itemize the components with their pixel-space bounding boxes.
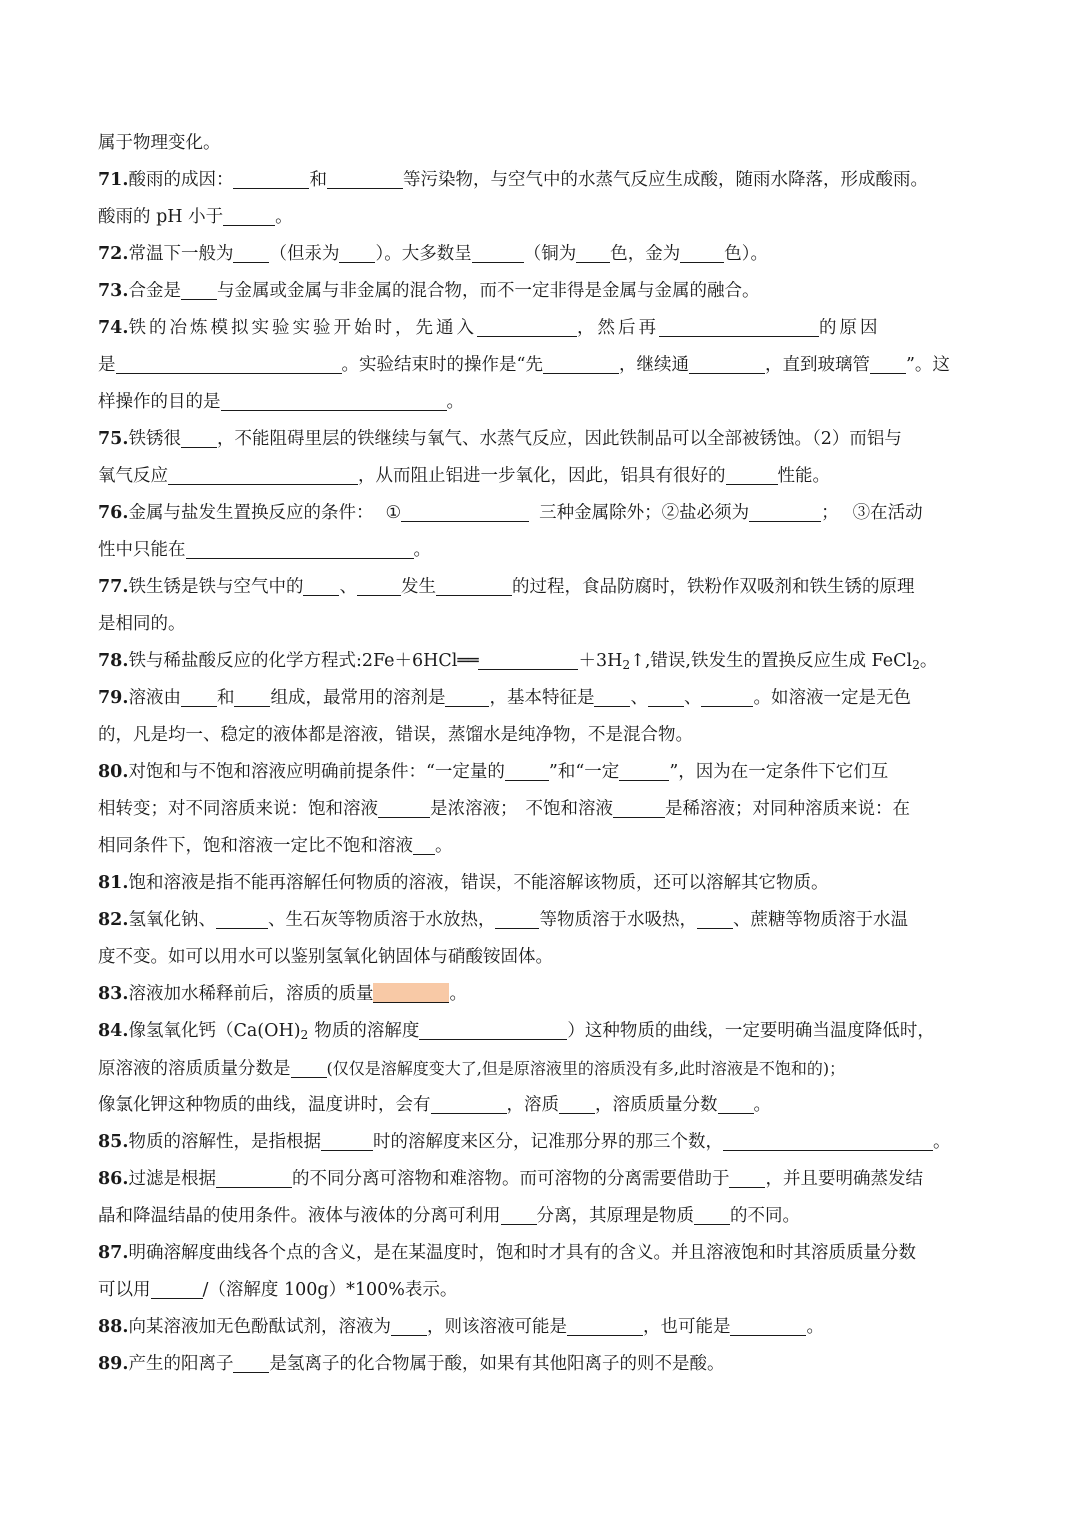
question-number: 83.	[98, 984, 129, 1004]
text: ，并且要明确蒸发结	[765, 1169, 923, 1189]
question-82	[98, 902, 982, 939]
question-number: 80.	[98, 762, 129, 782]
text: 物质的溶解性，是指根据	[128, 1132, 321, 1152]
blank	[151, 1279, 203, 1298]
blank	[613, 798, 665, 817]
text: ③在活动	[852, 503, 923, 523]
question-number: 73.	[98, 281, 129, 301]
highlighted-blank	[373, 983, 449, 1002]
blank	[472, 243, 524, 262]
blank	[419, 1020, 567, 1039]
text: 是	[98, 355, 116, 375]
text: 铁生锈是铁与空气中的	[128, 577, 304, 597]
text: 。	[753, 1095, 771, 1115]
blank	[619, 761, 669, 780]
text: 的原因	[818, 318, 881, 338]
text: 过滤是根据	[128, 1169, 216, 1189]
text: 明确溶解度曲线各个点的含义，是在某温度时，饱和时才具有的含义。并且溶液饱和时其溶质质量分数	[128, 1243, 916, 1263]
text: 度不变。如可以用水可以鉴别氢氧化钠固体与硝酸铵固体。	[98, 947, 553, 967]
blank	[723, 1131, 933, 1150]
text: ，则该溶液可能是	[426, 1317, 567, 1337]
blank	[181, 687, 217, 706]
text: ，基本特征是	[489, 688, 595, 708]
text: 。	[806, 1317, 824, 1337]
question-number: 89.	[98, 1354, 129, 1374]
text: 可以用	[98, 1280, 151, 1300]
text: 等污染物，与空气中的水蒸气反应生成酸，随雨水降落，形成酸雨。	[402, 170, 928, 190]
text: 晶和降温结晶的使用条件。液体与液体的分离可利用	[98, 1206, 501, 1226]
question-number: 87.	[98, 1243, 129, 1263]
question-76-cont	[98, 532, 982, 569]
question-89	[98, 1346, 982, 1383]
question-74	[98, 310, 982, 347]
text: 。	[435, 836, 453, 856]
text: 产生的阳离子	[128, 1354, 234, 1374]
question-number: 82.	[98, 910, 129, 930]
text: 色）。	[724, 244, 768, 264]
text: 向某溶液加无色酚酞试剂，溶液为	[128, 1317, 391, 1337]
text: ，也可能是	[642, 1317, 731, 1337]
question-number: 85.	[98, 1132, 129, 1152]
text: 合金是	[128, 281, 181, 301]
question-80	[98, 754, 982, 791]
text: 、蔗糖等物质溶于水温	[732, 910, 908, 930]
text: ，溶质质量分数	[595, 1095, 718, 1115]
question-number: 75.	[98, 429, 129, 449]
text: （铜为	[523, 244, 577, 264]
blank	[413, 835, 435, 854]
text: 溶液加水稀释前后，溶质的质量	[128, 984, 374, 1004]
text: 样操作的目的是	[98, 392, 221, 412]
blank	[680, 243, 724, 262]
question-77	[98, 569, 982, 606]
question-84-cont	[98, 1050, 982, 1087]
text: ＋3H	[578, 651, 623, 671]
text: 像氢氧化钙（Ca(OH)	[128, 1021, 301, 1041]
text: 相转变；对不同溶质来说：饱和溶液	[98, 799, 378, 819]
blank	[567, 1316, 643, 1335]
question-72	[98, 236, 982, 273]
subscript: 2	[912, 658, 920, 673]
question-79-cont	[98, 717, 982, 754]
blank	[216, 909, 268, 928]
text: 、生石灰等物质溶于水放热，	[267, 910, 496, 930]
blank	[378, 798, 430, 817]
text: ②盐必须为	[661, 503, 750, 523]
blank	[339, 243, 375, 262]
blank	[689, 354, 765, 373]
question-78	[98, 643, 982, 680]
blank	[697, 909, 733, 928]
text: 和	[309, 170, 327, 190]
text: 对饱和与不饱和溶液应明确前提条件：“一定量的	[128, 762, 505, 782]
blank	[594, 687, 630, 706]
text: 是稀溶液；对同种溶质来说：在	[665, 799, 910, 819]
text: 、	[630, 688, 648, 708]
blank	[181, 280, 217, 299]
blank	[116, 354, 342, 373]
text: ，直到玻璃管	[764, 355, 870, 375]
text: 。	[275, 207, 293, 227]
text: 像氯化钾这种物质的曲线，温度讲时，会有	[98, 1095, 431, 1115]
blank	[445, 687, 489, 706]
blank	[357, 576, 401, 595]
text: （但汞为	[269, 244, 340, 264]
text: 相同条件下，饱和溶液一定比不饱和溶液	[98, 836, 413, 856]
blank	[291, 1058, 327, 1077]
text: 铁的冶炼模拟实验实验开始时，先通入	[128, 318, 477, 338]
question-number: 72.	[98, 244, 129, 264]
question-73	[98, 273, 982, 310]
text: 、	[683, 688, 702, 708]
question-86	[98, 1161, 982, 1198]
question-87	[98, 1235, 982, 1272]
text: 。	[932, 1132, 951, 1152]
blank	[501, 1205, 537, 1224]
line-text: 属于物理变化。	[98, 133, 221, 153]
blank	[729, 1168, 765, 1187]
question-number: 88.	[98, 1317, 129, 1337]
blank	[321, 1131, 373, 1150]
blank	[327, 169, 403, 188]
question-84	[98, 1013, 982, 1050]
question-number: 84.	[98, 1021, 129, 1041]
text: 。如溶液一定是无色	[753, 688, 911, 708]
blank	[391, 1316, 427, 1335]
text: 与金属或金属与非金属的混合物，而不一定非得是金属与金属的融合。	[216, 281, 760, 301]
text: ”和“一定	[548, 762, 620, 782]
blank	[495, 909, 539, 928]
text: 的不同分离可溶物和难溶物。而可溶物的分离需要借助于	[291, 1169, 730, 1189]
blank	[233, 169, 309, 188]
text: 发生	[400, 577, 436, 597]
text: 饱和溶液是指不能再溶解任何物质的溶液，错误，不能溶解该物质，还可以溶解其它物质。	[128, 873, 829, 893]
text: 分离，其原理是物质	[536, 1206, 694, 1226]
text: ）这种物质的曲线，一定要明确当温度降低时，	[567, 1021, 935, 1041]
text: 铁锈很	[128, 429, 181, 449]
text: 常温下一般为	[128, 244, 234, 264]
text: 是浓溶液；	[430, 799, 518, 819]
blank	[701, 687, 753, 706]
question-number: 71.	[98, 170, 129, 190]
text: 。	[413, 540, 431, 560]
text: 。	[919, 651, 938, 671]
text: 是氢离子的化合物属于酸，如果有其他阳离子的则不是酸。	[269, 1354, 725, 1374]
text: 、	[339, 577, 357, 597]
text: ）。大多数呈	[375, 244, 472, 264]
text: ①	[385, 503, 402, 523]
blank	[223, 206, 275, 225]
text: 三种金属除外；	[539, 503, 662, 523]
blank	[216, 1168, 292, 1187]
blank	[648, 687, 684, 706]
blank	[168, 465, 358, 484]
blank	[659, 317, 819, 336]
text: 。实验结束时的操作是“先	[341, 355, 543, 375]
text: 酸雨的 pH 小于	[98, 207, 224, 227]
text: ，溶质	[506, 1095, 559, 1115]
question-81	[98, 865, 982, 902]
text: 原溶液的溶质质量分数是	[98, 1059, 291, 1079]
question-83	[98, 976, 982, 1013]
blank	[576, 243, 610, 262]
blank	[221, 391, 447, 410]
text: ”。这	[905, 355, 950, 375]
text: ，从而阻止铝进一步氧化，因此，铝具有很好的	[358, 466, 726, 486]
question-74-cont	[98, 347, 982, 384]
question-88	[98, 1309, 982, 1346]
text: 氧气反应	[98, 466, 168, 486]
question-76	[98, 495, 982, 532]
question-85	[98, 1124, 982, 1161]
text: 的过程，食品防腐时，铁粉作双吸剂和铁生锈的原理	[511, 577, 915, 597]
text: 是相同的。	[98, 614, 186, 634]
blank	[233, 243, 269, 262]
text: 溶液由	[128, 688, 181, 708]
text: ↑,错误,铁发生的置换反应生成 FeCl	[630, 651, 913, 671]
text: ，不能阻碍里层的铁继续与氧气、水蒸气反应，因此铁制品可以全部被锈蚀。（2）而铝与	[216, 429, 902, 449]
blank	[233, 1353, 269, 1372]
blank	[870, 354, 906, 373]
text: 。	[446, 392, 464, 412]
blank	[505, 761, 549, 780]
question-74-cont2	[98, 384, 982, 421]
subscript: 2	[300, 1028, 309, 1043]
text: 酸雨的成因：	[128, 170, 234, 190]
text-line	[98, 125, 982, 162]
question-number: 78.	[98, 651, 129, 671]
text: 。	[449, 984, 467, 1004]
text: 氢氧化钠、	[128, 910, 216, 930]
text: (仅仅是溶解度变大了,但是原溶液里的溶质没有多,此时溶液是不饱和的)；	[326, 1059, 846, 1078]
text: ，继续通	[618, 355, 689, 375]
question-75	[98, 421, 982, 458]
text: 物质的溶解度	[314, 1021, 420, 1041]
blank	[749, 502, 821, 521]
text: 性中只能在	[98, 540, 186, 560]
question-number: 74.	[98, 318, 129, 338]
question-number: 81.	[98, 873, 129, 893]
blank	[694, 1205, 730, 1224]
blank	[181, 428, 217, 447]
text: 和	[216, 688, 235, 708]
question-87-cont	[98, 1272, 982, 1309]
question-number: 86.	[98, 1169, 129, 1189]
question-77-cont	[98, 606, 982, 643]
text: 金属与盐发生置换反应的条件：	[128, 503, 374, 523]
text: 组成，最常用的溶剂是	[270, 688, 446, 708]
text: 等物质溶于水吸热，	[539, 910, 697, 930]
text: ，然后再	[576, 318, 659, 338]
question-number: 79.	[98, 688, 129, 708]
question-71-cont	[98, 199, 982, 236]
text: 的不同。	[730, 1206, 800, 1226]
blank	[186, 539, 414, 558]
question-80-cont	[98, 791, 982, 828]
text: 的，凡是均一、稳定的液体都是溶液，错误，蒸馏水是纯净物，不是混合物。	[98, 725, 693, 745]
question-80-cont2	[98, 828, 982, 865]
blank	[718, 1094, 754, 1113]
question-86-cont	[98, 1198, 982, 1235]
text: ”，因为在一定条件下它们互	[669, 762, 889, 782]
subscript: 2	[622, 658, 631, 673]
text: ；	[821, 503, 839, 523]
text: 时的溶解度来区分，记准那分界的那三个数，	[372, 1132, 723, 1152]
text: 不饱和溶液	[525, 799, 613, 819]
question-75-cont	[98, 458, 982, 495]
text: 性能。	[777, 466, 830, 486]
question-number: 76.	[98, 503, 129, 523]
text: 色，金为	[610, 244, 681, 264]
blank	[478, 650, 578, 669]
text: 铁与稀盐酸反应的化学方程式:2Fe＋6HCl══	[128, 651, 479, 671]
blank	[436, 576, 512, 595]
question-71	[98, 162, 982, 199]
blank	[543, 354, 619, 373]
blank	[730, 1316, 806, 1335]
blank	[401, 502, 529, 521]
blank	[303, 576, 339, 595]
question-84-cont2	[98, 1087, 982, 1124]
text: /（溶解度 100g）*100%表示。	[202, 1280, 458, 1300]
blank	[477, 317, 577, 336]
blank	[234, 687, 270, 706]
blank	[431, 1094, 507, 1113]
question-82-cont	[98, 939, 982, 976]
question-number: 77.	[98, 577, 129, 597]
question-79	[98, 680, 982, 717]
blank	[726, 465, 778, 484]
blank	[559, 1094, 595, 1113]
